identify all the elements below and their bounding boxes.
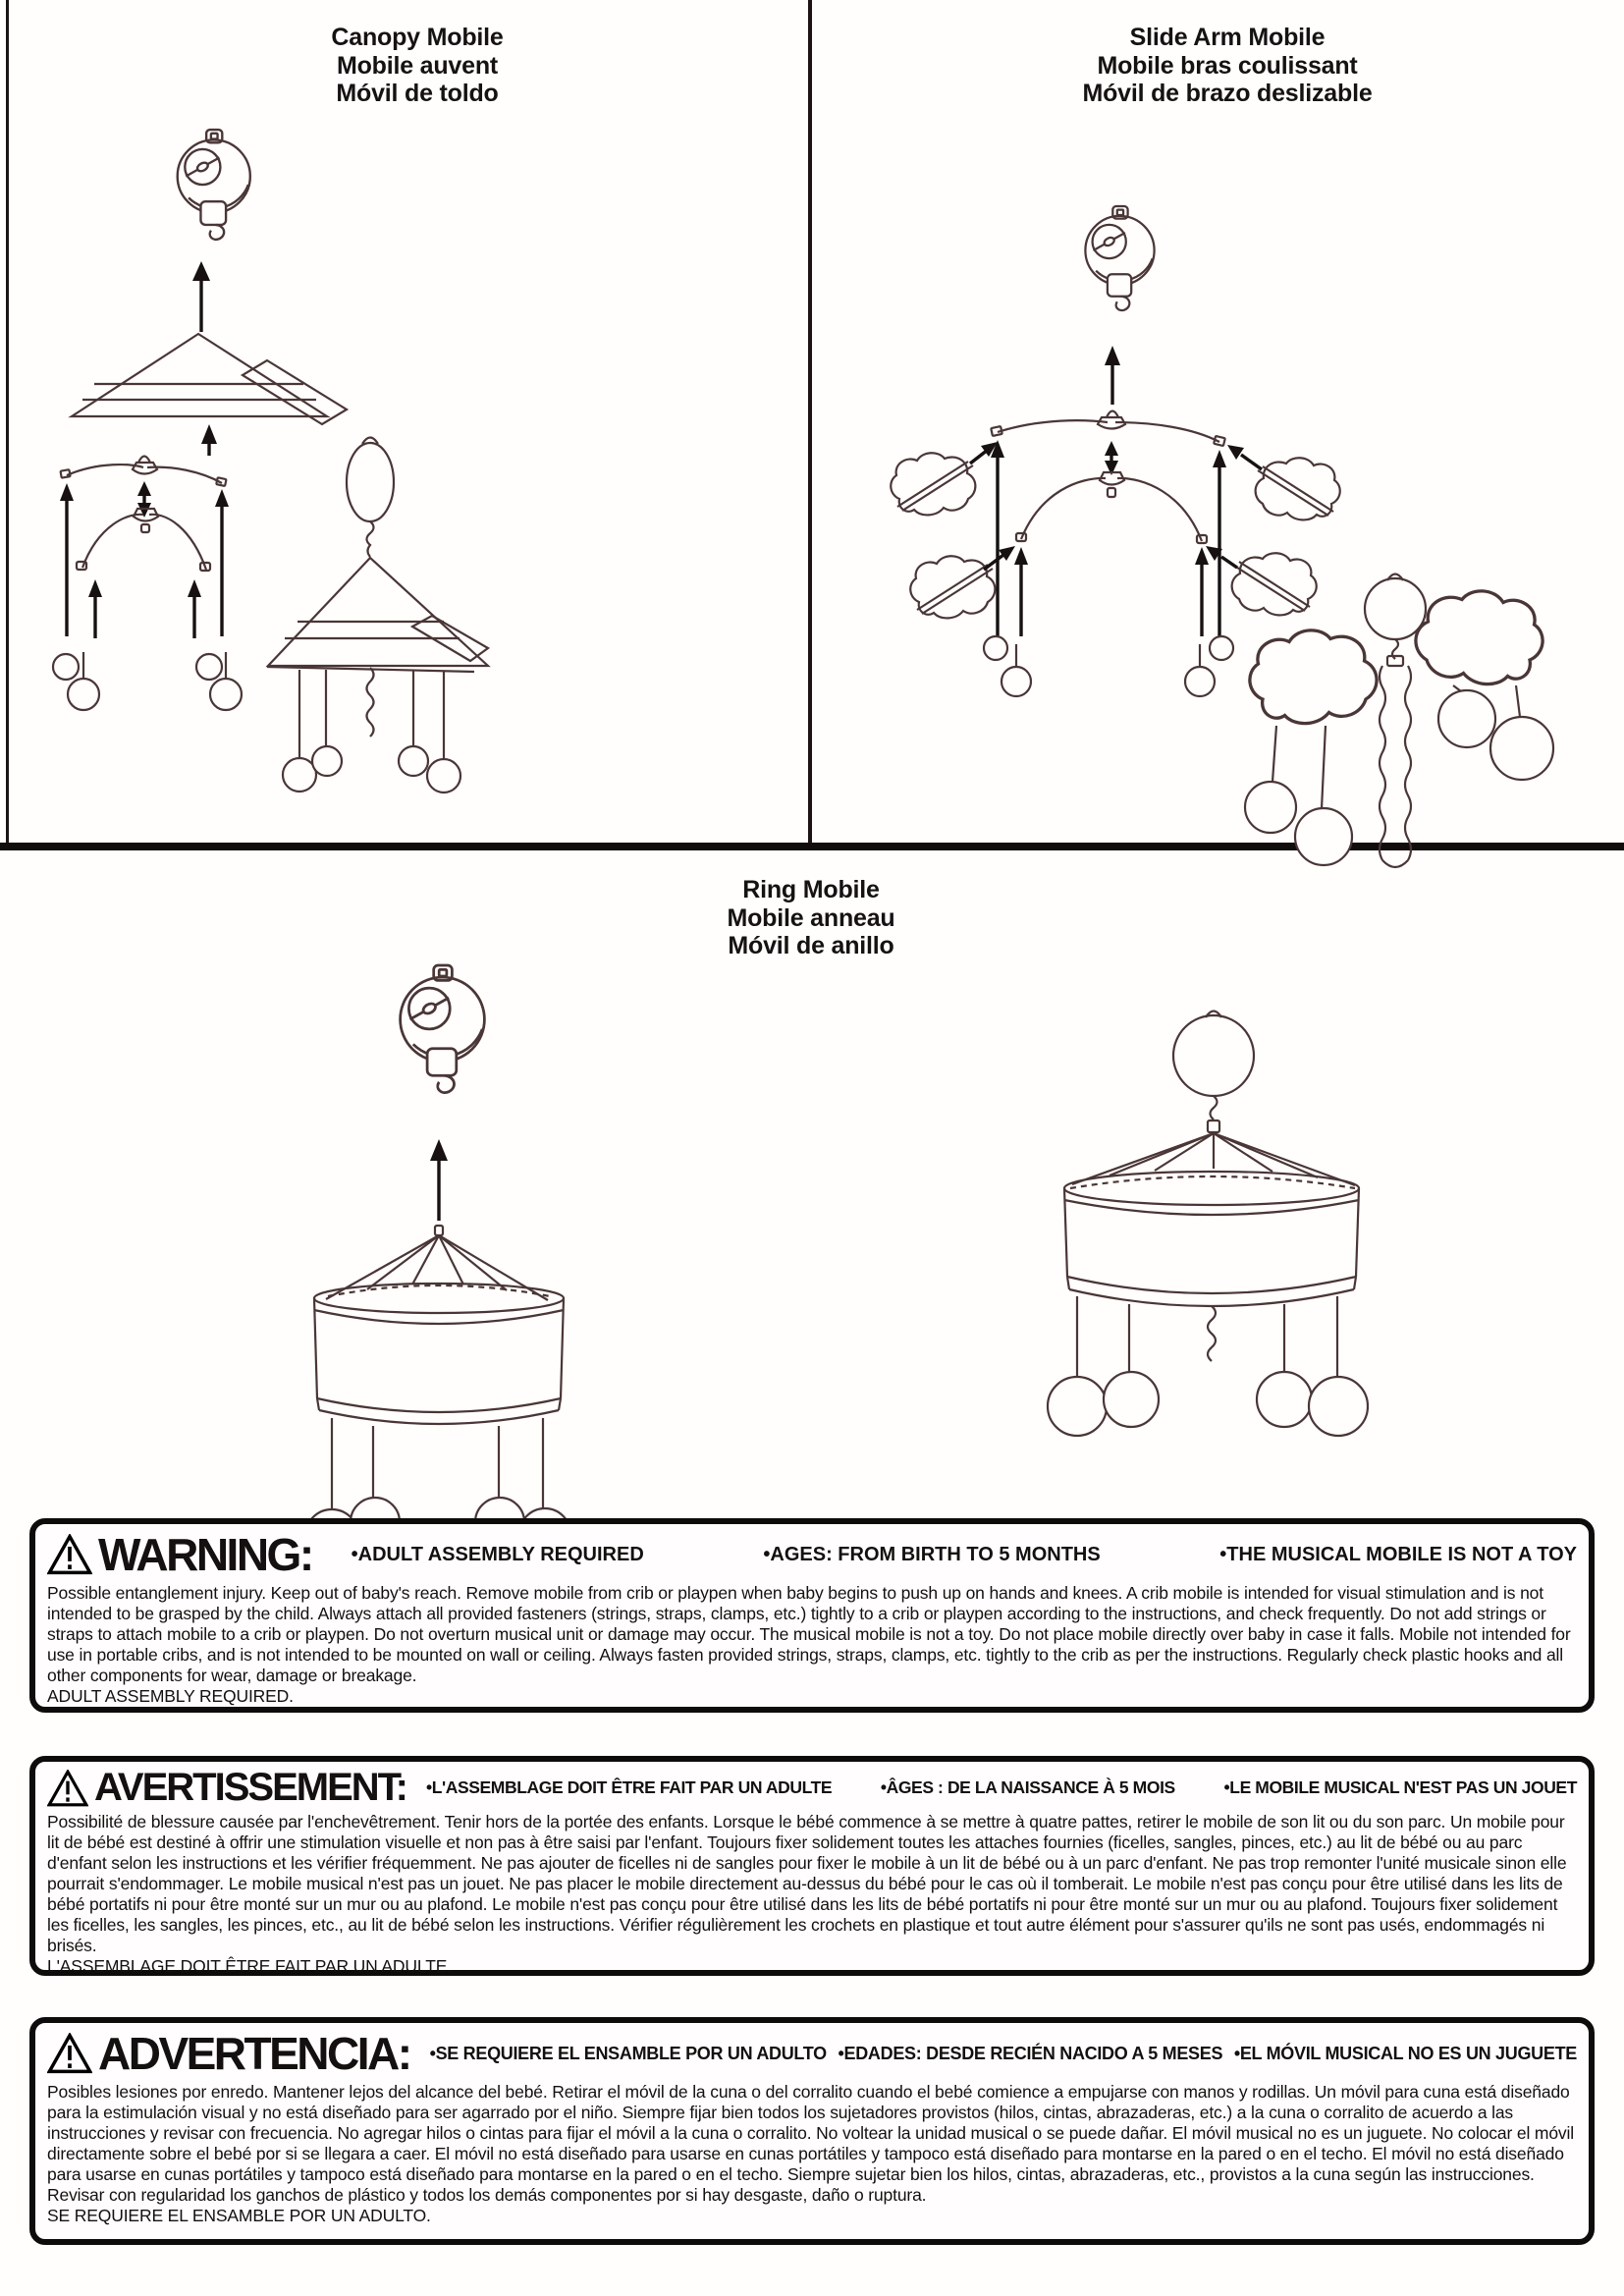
warning-bullet: •EL MÓVIL MUSICAL NO ES UN JUGUETE (1233, 2043, 1577, 2063)
slide-arm-title-fr: Mobile bras coulissant (1097, 51, 1358, 80)
warning-bullet: •THE MUSICAL MOBILE IS NOT A TOY (1219, 1543, 1577, 1565)
canopy-title-en: Canopy Mobile (331, 24, 504, 51)
warning-footer-text: SE REQUIERE EL ENSAMBLE POR UN ADULTO. (47, 2206, 431, 2225)
warning-triangle-icon (47, 1534, 92, 1575)
attachment-arrows (970, 440, 1262, 636)
warning-triangle-icon (47, 1770, 88, 1807)
warning-footer-text: ADULT ASSEMBLY REQUIRED. (47, 1686, 294, 1706)
up-arrow-icon (201, 424, 217, 456)
music-box-with-hook-icon (1085, 206, 1154, 310)
lower-arch-arm (1016, 472, 1207, 543)
warning-header (47, 1528, 1577, 1581)
ring-title-es: Móvil de anillo (728, 932, 894, 959)
up-arrow-icon (430, 1139, 448, 1221)
warning-bullet: •ADULT ASSEMBLY REQUIRED (351, 1543, 644, 1565)
double-arrow-icon (1105, 441, 1118, 475)
canopy-roof (72, 334, 347, 424)
warning-bullets (424, 2044, 1577, 2064)
assembled-canopy-mobile (267, 438, 488, 793)
ring-mobile-diagram (226, 933, 638, 1581)
warning-bullets (420, 1777, 1577, 1798)
slide-arm-mobile-diagram (815, 98, 1624, 894)
canopy-mobile-diagram (0, 88, 815, 849)
music-box-with-hook-icon (401, 965, 485, 1093)
ring-title-en: Ring Mobile (742, 876, 880, 903)
warning-bullet: •AGES: FROM BIRTH TO 5 MONTHS (763, 1543, 1101, 1565)
canopy-title-fr: Mobile auvent (336, 51, 499, 80)
assembled-ring-mobile-diagram (1001, 982, 1424, 1517)
warning-title: WARNING: (98, 1529, 312, 1580)
lower-arch-arm (77, 509, 210, 571)
cloud-slide-arm-icon (891, 453, 1339, 618)
warning-bullet: •SE REQUIERE EL ENSAMBLE POR UN ADULTO (429, 2043, 827, 2063)
warning-footer-text: L'ASSEMBLAGE DOIT ÊTRE FAIT PAR UN ADULTE. (47, 1956, 452, 1976)
warning-bullet: •ÂGES : DE LA NAISSANCE À 5 MOIS (880, 1777, 1175, 1797)
assembled-ring-mobile (1048, 1011, 1368, 1437)
warning-body-text: Possibilité de blessure causée par l'enchevêtrement. Tenir hors de la portée des enfants. Lorsque le bébé commence à se mettre à quatre pattes, retirer le mobile de son lit ou du son parc. Un mobile pour lit de bébé est destiné à offrir une stimulation visuelle et non pas à être saisi par l'enfant. Toujours fixer solidement toutes les attaches fournies (ficelles, sangles, pinces, etc.) au lit de bébé ou au parc d'enfant selon les instructions et les vérifier fréquemment. Ne pas ajouter de ficelles ni de sangles pour fixer le mobile à un lit de bébé ou à un parc d'enfant. Ne pas trop remonter l'unité musicale sinon elle pourrait s'endommager. Le mobile musical n'est pas un jouet. Ne pas placer le mobile directement au-dessus du bébé pour le cas où il tomberait. Le mobile n'est pas conçu pour être utilisé dans les lits de bébé portatifs ni pour être monté sur un mur ou au plafond. Le mobile n'est pas conçu pour être utilisé dans les lits de bébé portatifs ni pour être monté sur un mur ou au plafond. Toujours fixer solidement les ficelles, les sangles, les pinces, etc., au lit de bébé selon les instructions. Vérifier régulièrement les crochets en plastique et tout autre élément pour s'assurer qu'ils ne sont pas usés, endommagés ni brisés. (47, 1812, 1567, 1955)
warning-body-text: Posibles lesiones por enredo. Mantener lejos del alcance del bebé. Retirar el móvil de la cuna o del corralito cuando el bebé comience a empujarse con manos y rodillas. Un móvil para cuna está diseñado para la estimulación visual y no está diseñado para ser agarrado por el niño. Siempre fijar bien todos los sujetadores provistos (hilos, cintas, abrazaderas, etc.) a la cuna o corralito de acuerdo a las instrucciones y revisar con frecuencia. No agregar hilos o cintas para fijar el móvil a la cuna o corralito. No voltear la unidad musical o se puede dañar. El móvil musical no es un juguete. No colocar el móvil directamente sobre el bebé por si se llegara a caer. El móvil no está diseñado para usarse en cunas portátiles y tampoco está diseñado para montarse en la pared o en el techo. El móvil no está diseñado para usarse en cunas portátiles y tampoco está diseñado para montarse en la pared o en el techo. Siempre sujetar bien los hilos, cintas, abrazaderas, etc., provistos a la cuna según las instrucciones. Revisar con regularidad los ganchos de plástico y todos los demás componentes por si hay desgaste, daño o ruptura. (47, 2082, 1574, 2205)
upper-arm (61, 457, 227, 486)
hanging-toys (984, 636, 1233, 696)
warning-title: ADVERTENCIA: (98, 2028, 410, 2079)
warning-triangle-icon (47, 2033, 92, 2074)
up-arrow-icon (192, 261, 210, 332)
warning-bullets (326, 1544, 1577, 1566)
assembled-slide-arm-mobile (1245, 574, 1553, 868)
hanging-toys (53, 652, 242, 710)
warning-box-french (29, 1756, 1595, 1976)
warning-bullet: •EDADES: DESDE RECIÉN NACIDO A 5 MESES (838, 2043, 1223, 2063)
ring-frame (314, 1226, 564, 1424)
slide-arm-title-es: Móvil de brazo deslizable (1082, 80, 1373, 107)
canopy-title-es: Móvil de toldo (336, 80, 499, 107)
up-arrow-icon (1105, 346, 1120, 405)
upper-arm (991, 411, 1225, 447)
double-arrow-icon (137, 481, 151, 518)
ring-title-fr: Mobile anneau (727, 903, 895, 932)
warning-header (47, 2027, 1577, 2080)
warning-box-spanish (29, 2017, 1595, 2245)
slide-arm-panel-title (1021, 24, 1434, 108)
slide-arm-title-en: Slide Arm Mobile (1129, 24, 1326, 51)
warning-bullet: •LE MOBILE MUSICAL N'EST PAS UN JOUET (1223, 1777, 1577, 1797)
warning-title: AVERTISSEMENT: (94, 1766, 406, 1809)
music-box-with-hook-icon (178, 130, 250, 240)
warning-body-text: Possible entanglement injury. Keep out of baby's reach. Remove mobile from crib or playpen when baby begins to push up on hands and knees. A crib mobile is intended for visual stimulation and is not intended to be grasped by the child. Always attach all provided fasteners (strings, straps, clamps, etc.) tightly to a crib or playpen according to the instructions, and check frequently. Do not add strings or straps to attach mobile to a crib or playpen. Do not overturn musical unit or damage may occur. The musical mobile is not a toy. Do not place mobile directly over baby in case it falls. Mobile not intended for use in portable cribs, and is not intended to be mounted on wall or ceiling. Always fasten provided strings, straps, clamps, etc. tightly to the crib as per the instructions. Regularly check plastic hooks and all other components for wear, damage or breakage. (47, 1583, 1571, 1685)
warning-bullet: •L'ASSEMBLAGE DOIT ÊTRE FAIT PAR UN ADULTE (425, 1777, 833, 1797)
warning-header (47, 1766, 1577, 1810)
warning-box-english (29, 1518, 1595, 1713)
